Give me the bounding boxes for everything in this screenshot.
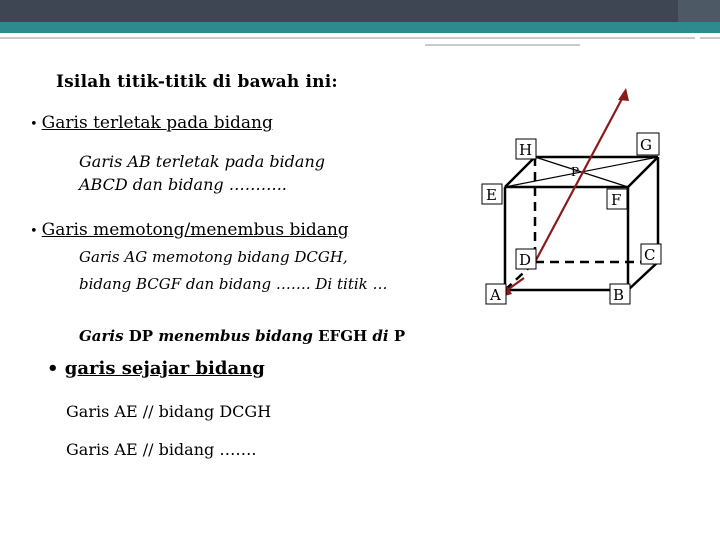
bullet: • [30, 117, 38, 132]
vertex-label-E: E [486, 186, 497, 204]
section-text: Garis AG memotong bidang DCGH, [79, 248, 348, 266]
section-heading-parallel-plane [47, 358, 265, 379]
page-heading: Isilah titik-titik di bawah ini: [56, 72, 338, 92]
bullet: • [30, 224, 38, 239]
text-fragment: Garis [79, 327, 124, 345]
vertex-label-D: D [519, 251, 532, 269]
section-text: Garis AB terletak pada bidang [79, 152, 325, 171]
divider-line [700, 37, 720, 39]
section-title: Garis terletak pada bidang [41, 113, 273, 133]
edge-BC [628, 262, 658, 290]
section-heading-lies-on-plane [30, 113, 273, 133]
section-text: ABCD dan bidang ……….. [79, 175, 287, 194]
vertex-label-A: A [490, 286, 501, 304]
vertex-label-F: F [611, 191, 622, 209]
text-fragment: EFGH [312, 327, 373, 345]
vertex-label-B: B [613, 286, 625, 304]
section-title: garis sejajar bidang [64, 358, 265, 379]
text-fragment: menembus bidang [158, 327, 313, 345]
divider-line [425, 37, 695, 39]
divider-line [0, 37, 425, 39]
text-fragment: P [388, 327, 406, 345]
cube-diagram [460, 80, 700, 320]
title-bar [0, 0, 720, 22]
bullet: • [47, 358, 59, 379]
vertex-label-C: C [644, 246, 656, 264]
section-text: bidang BCGF dan bidang ……. Di titik … [79, 275, 388, 293]
diagonal-EG [505, 157, 658, 187]
arrow-head-icon [618, 88, 629, 101]
vertex-label-P: P [571, 165, 580, 179]
section-title: Garis memotong/menembus bidang [41, 220, 349, 240]
accent-strip [0, 22, 720, 33]
vertex-label-H: H [519, 141, 533, 159]
section-heading-intersects-plane [30, 220, 349, 240]
section-text: Garis AE // bidang ……. [66, 440, 257, 459]
text-fragment: di [372, 327, 389, 345]
section-text: Garis AE // bidang DCGH [66, 402, 272, 421]
dp-sentence [79, 327, 405, 345]
vertex-label-G: G [640, 136, 652, 154]
title-bar-accent [678, 0, 720, 22]
text-fragment: DP [123, 327, 159, 345]
divider-line [425, 44, 580, 46]
